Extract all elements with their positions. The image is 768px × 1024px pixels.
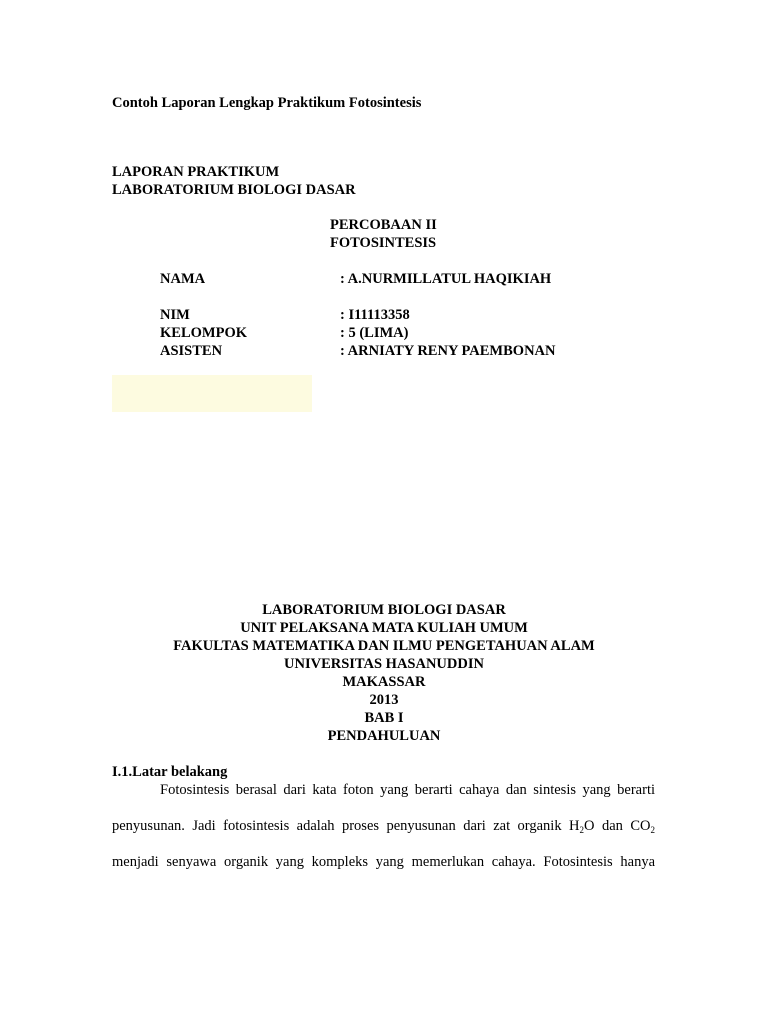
identity-value-nama: : A.NURMILLATUL HAQIKIAH	[340, 271, 552, 287]
institution-line-2: UNIT PELAKSANA MATA KULIAH UMUM	[240, 620, 528, 636]
subscript-2-water: 2	[579, 825, 585, 835]
identity-value-nim: : I11113358	[340, 307, 410, 323]
institution-line-4: UNIVERSITAS HASANUDDIN	[284, 656, 484, 672]
paragraph-line-2-text-a: penyusunan. Jadi fotosintesis adalah proses penyusunan dari zat organik H	[112, 818, 580, 834]
report-header-line-1: LAPORAN PRAKTIKUM	[112, 164, 280, 180]
paragraph-line-1: Fotosintesis berasal dari kata foton yang berarti cahaya dan sintesis yang berarti	[160, 782, 655, 798]
report-header-line-2: LABORATORIUM BIOLOGI DASAR	[112, 182, 356, 198]
institution-city: MAKASSAR	[342, 674, 426, 690]
paragraph-line-2	[112, 817, 655, 835]
identity-label-nama: NAMA	[160, 271, 206, 287]
experiment-name: FOTOSINTESIS	[330, 235, 437, 251]
document-title: Contoh Laporan Lengkap Praktikum Fotosintesis	[112, 95, 422, 111]
experiment-number: PERCOBAAN II	[330, 217, 437, 233]
chapter-number: BAB I	[364, 710, 404, 726]
chapter-title: PENDAHULUAN	[327, 728, 441, 744]
institution-line-1: LABORATORIUM BIOLOGI DASAR	[262, 602, 506, 618]
institution-line-3: FAKULTAS MATEMATIKA DAN ILMU PENGETAHUAN ALAM	[173, 638, 595, 654]
subscript-2-co2: 2	[650, 825, 655, 835]
identity-value-asisten: : ARNIATY RENY PAEMBONAN	[340, 343, 556, 359]
institution-year: 2013	[369, 692, 399, 708]
highlight-box	[112, 375, 312, 412]
identity-value-kelompok: : 5 (LIMA)	[340, 325, 409, 341]
identity-label-nim: NIM	[160, 307, 190, 323]
section-heading: I.1.Latar belakang	[112, 764, 228, 780]
paragraph-line-2-text-b: O dan CO	[584, 818, 651, 834]
paragraph-line-3: menjadi senyawa organik yang kompleks yang memerlukan cahaya. Fotosintesis hanya	[112, 854, 655, 870]
identity-label-asisten: ASISTEN	[160, 343, 223, 359]
identity-label-kelompok: KELOMPOK	[160, 325, 247, 341]
